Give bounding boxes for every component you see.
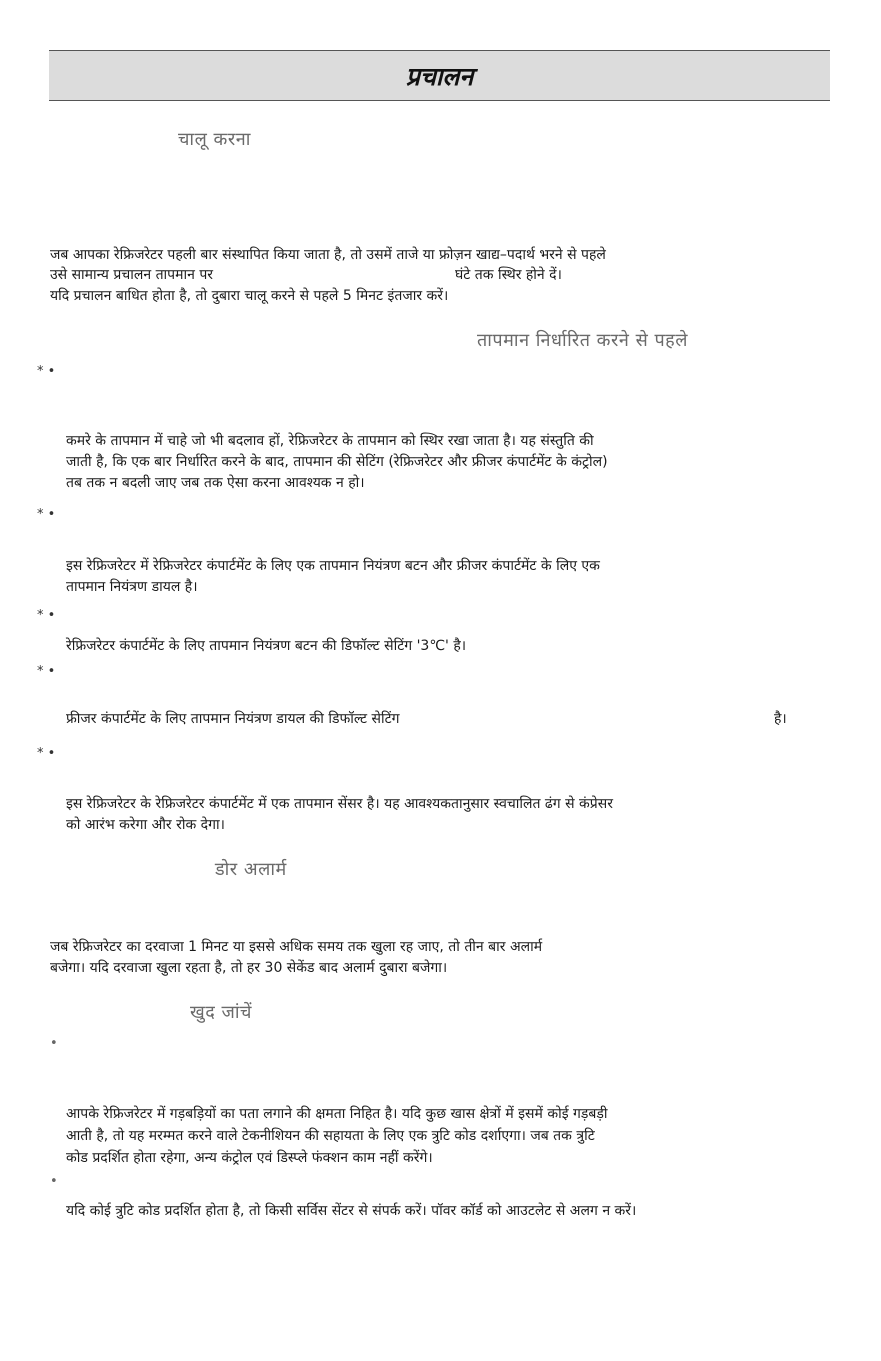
section-title-self-check: खुद जांचें [190, 1002, 252, 1023]
switch-on-text-line-1: जब आपका रेफ्रिजरेटर पहली बार संस्थापित किया जाता है, तो उसमें ताजे या फ्रोज़न खाद्य–पदार्थ भरने से पहले [50, 247, 606, 263]
temp-note-2-line-1: इस रेफ्रिजरेटर में रेफ्रिजरेटर कंपार्टमेंट के लिए एक तापमान नियंत्रण बटन और फ्रीजर कंपार्टमेंट के लिए एक [66, 558, 600, 574]
page-title: प्रचालन [405, 62, 474, 91]
self-check-note-2-line-1: यदि कोई त्रुटि कोड प्रदर्शित होता है, तो किसी सर्विस सेंटर से संपर्क करें। पॉवर कॉर्ड को आउटलेट से अलग न करें। [66, 1203, 637, 1219]
temp-note-1-line-3: तब तक न बदली जाए जब तक ऐसा करना आवश्यक न हो। [66, 475, 365, 491]
temp-note-4-line-1b: है। [774, 711, 787, 727]
note-marker: * • [37, 608, 56, 623]
temp-note-1-line-2: जाती है, कि एक बार निर्धारित करने के बाद, तापमान की सेटिंग (रेफ्रिजरेटर और फ्रीजर कंपार्टमेंट के कंट्रोल) [66, 454, 608, 470]
temp-note-5-line-2: को आरंभ करेगा और रोक देगा। [66, 817, 225, 833]
switch-on-text-line-2b: घंटे तक स्थिर होने दें। [455, 267, 562, 283]
door-alarm-text-line-2: बजेगा। यदि दरवाजा खुला रहता है, तो हर 30 सेकेंड बाद अलार्म दुबारा बजेगा। [50, 960, 448, 976]
note-marker: * • [37, 746, 56, 761]
self-check-note-1-line-1: आपके रेफ्रिजरेटर में गड़बड़ियों का पता लगाने की क्षमता निहित है। यदि कुछ खास क्षेत्रों में इसमें कोई गड़बड़ी [66, 1106, 608, 1122]
bullet: • [50, 1174, 58, 1189]
note-marker: * • [37, 364, 56, 379]
page-header [49, 50, 830, 101]
note-marker: * • [37, 664, 56, 679]
note-marker: * • [37, 507, 56, 522]
temp-note-4-line-1a: फ्रीजर कंपार्टमेंट के लिए तापमान नियंत्रण डायल की डिफॉल्ट सेटिंग [66, 711, 400, 727]
bullet: • [50, 1036, 58, 1051]
section-title-before-temp: तापमान निर्धारित करने से पहले [477, 330, 688, 351]
section-title-door-alarm: डोर अलार्म [215, 859, 287, 880]
self-check-note-1-line-2: आती है, तो यह मरम्मत करने वाले टेकनीशियन की सहायता के लिए एक त्रुटि कोड दर्शाएगा। जब तक त्रुटि [66, 1128, 595, 1144]
section-title-switch-on: चालू करना [178, 129, 251, 150]
switch-on-text-line-3: यदि प्रचालन बाधित होता है, तो दुबारा चालू करने से पहले 5 मिनट इंतजार करें। [50, 288, 449, 304]
temp-note-1-line-1: कमरे के तापमान में चाहे जो भी बदलाव हों, रेफ्रिजरेटर के तापमान को स्थिर रखा जाता है। यह संस्तुति की [66, 433, 594, 449]
self-check-note-1-line-3: कोड प्रदर्शित होता रहेगा, अन्य कंट्रोल एवं डिस्प्ले फंक्शन काम नहीं करेंगे। [66, 1150, 433, 1166]
switch-on-text-line-2a: उसे सामान्य प्रचालन तापमान पर [50, 267, 214, 283]
temp-note-3-line-1: रेफ्रिजरेटर कंपार्टमेंट के लिए तापमान नियंत्रण बटन की डिफॉल्ट सेटिंग '3℃' है। [66, 638, 467, 654]
temp-note-2-line-2: तापमान नियंत्रण डायल है। [66, 579, 198, 595]
temp-note-5-line-1: इस रेफ्रिजरेटर के रेफ्रिजरेटर कंपार्टमेंट में एक तापमान सेंसर है। यह आवश्यकतानुसार स्वचालित ढंग से कंप्रेसर [66, 796, 613, 812]
door-alarm-text-line-1: जब रेफ्रिजरेटर का दरवाजा 1 मिनट या इससे अधिक समय तक खुला रह जाए, तो तीन बार अलार्म [50, 939, 543, 955]
